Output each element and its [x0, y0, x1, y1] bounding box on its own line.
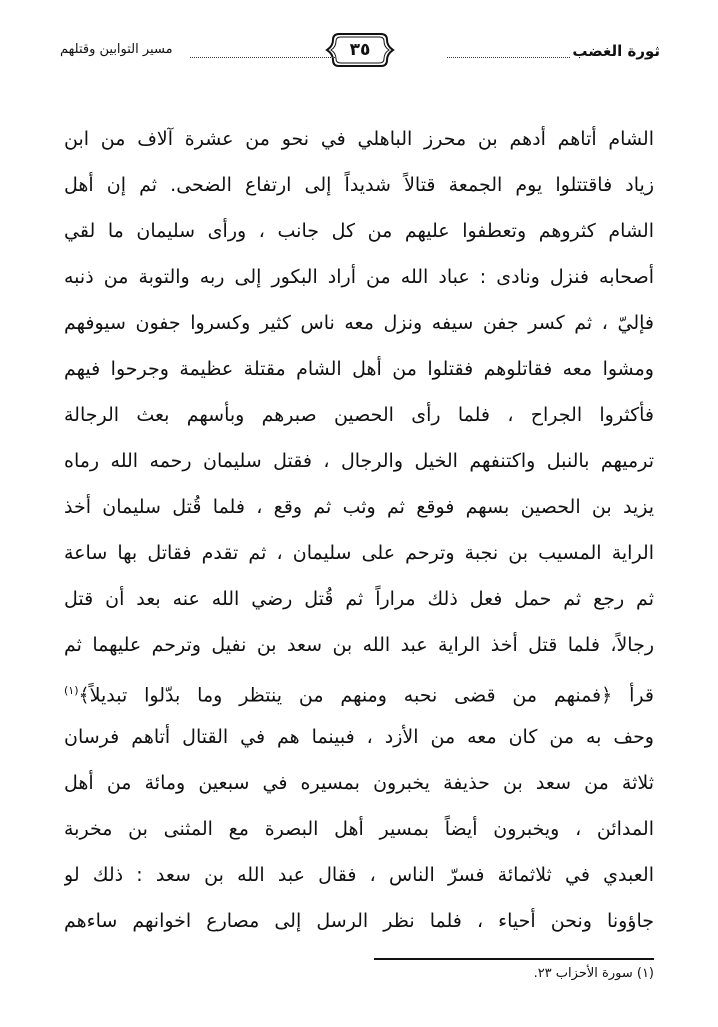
- page-number-badge: [325, 30, 395, 70]
- text-line: الراية المسيب بن نجبة وترحم على سليمان ، ثم تقدم فقاتل بها ساعة: [64, 542, 654, 564]
- quran-quote: قرأ ﴿فمنهم من قضى نحبه ومنهم من ينتظر وما بدّلوا تبديلاً﴾: [78, 684, 654, 707]
- text-line: ثلاثة من سعد بن حذيفة يخبرون بمسيره في سبعين ومائة من أهل: [64, 772, 654, 794]
- text-line: العبدي في ثلاثمائة فسرّ الناس ، فقال عبد الله بن سعد : ذلك لو: [64, 864, 654, 886]
- text-line-with-footnote: [64, 668, 654, 714]
- text-line: جاؤونا ونحن أحياء ، فلما نظر الرسل إلى مصارع اخوانهم ساءهم: [64, 910, 654, 932]
- text-line: يزيد بن الحصين بسهم فوقع ثم وثب ثم وقع ، فلما قُتل سليمان أخذ: [64, 496, 654, 518]
- text-line: فأكثروا الجراح ، فلما رأى الحصين صبرهم وبأسهم بعث الرجالة: [64, 404, 654, 426]
- text-line: ترميهم بالنبل واكتنفهم الخيل والرجال ، فقتل سليمان رحمه الله رماه: [64, 450, 654, 472]
- header-dotted-leader-right: [447, 57, 570, 58]
- surah-title: ثورة الغضب: [572, 42, 660, 60]
- footnote-divider: [374, 958, 654, 960]
- page-header: [60, 30, 660, 74]
- text-line: ومشوا معه فقاتلوهم فقتلوا من أهل الشام مقتلة عظيمة وجرحوا فيهم: [64, 358, 654, 380]
- footnote-marker[interactable]: (١): [64, 684, 79, 697]
- text-line: الشام أتاهم أدهم بن محرز الباهلي في نحو من عشرة آلاف من ابن: [64, 128, 654, 150]
- header-dotted-leader-left: [190, 57, 335, 58]
- text-line: وحف به من كان معه من الأزد ، فبينما هم في القتال أتاهم فرسان: [64, 726, 654, 748]
- text-line: المدائن ، ويخبرون أيضاً بمسير أهل البصرة مع المثنى بن مخربة: [64, 818, 654, 840]
- text-line: فإليّ ، ثم كسر جفن سيفه ونزل معه ناس كثير وكسروا جفون سيوفهم: [64, 312, 654, 334]
- text-line: الشام كثروهم وتعطفوا عليهم من كل جانب ، ورأى سليمان ما لقي: [64, 220, 654, 242]
- text-line: زياد فاقتتلوا يوم الجمعة قتالاً شديداً إلى ارتفاع الضحى. ثم إن أهل: [64, 174, 654, 196]
- text-line: أصحابه فنزل ونادى : عباد الله من أراد البكور إلى ربه والتوبة من ذنبه: [64, 266, 654, 288]
- text-line: رجالاً، فلما قتل أخذ الراية عبد الله بن سعد بن نفيل وترحم عليهما ثم: [64, 634, 654, 656]
- footnote: (١) سورة الأحزاب ٢٣.: [533, 966, 654, 981]
- text-line: ثم رجع ثم حمل فعل ذلك مراراً ثم قُتل رضي الله عنه بعد أن قتل: [64, 588, 654, 610]
- chapter-title: مسير التوابين وقتلهم: [60, 42, 173, 57]
- body-text: [64, 116, 654, 944]
- page-number: ٣٥: [349, 40, 371, 60]
